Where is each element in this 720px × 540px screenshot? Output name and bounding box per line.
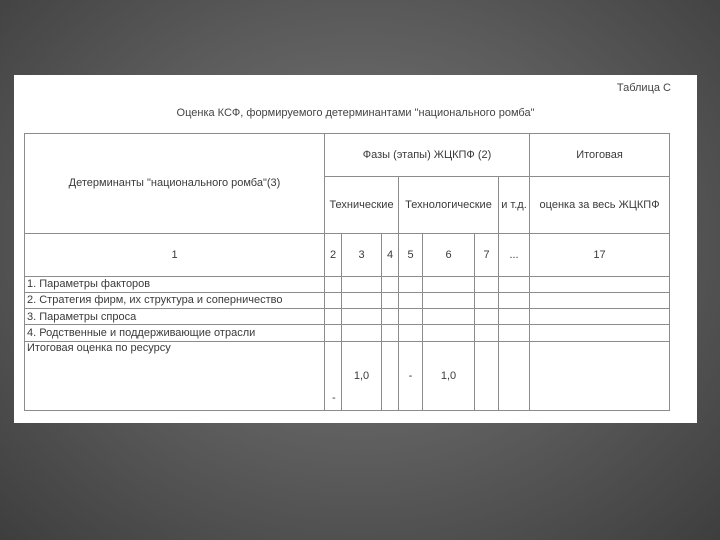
total-value: 1,0 bbox=[342, 341, 382, 410]
num-cell: 7 bbox=[475, 233, 499, 276]
num-cell: 6 bbox=[423, 233, 475, 276]
header-total-sub: оценка за весь ЖЦКПФ bbox=[530, 176, 670, 233]
header-etc: и т.д. bbox=[499, 176, 530, 233]
total-cell bbox=[325, 341, 342, 410]
table-row bbox=[25, 325, 670, 341]
total-value: - bbox=[399, 341, 423, 410]
header-row-1 bbox=[25, 134, 670, 177]
num-cell: 2 bbox=[325, 233, 342, 276]
total-row-label: Итоговая оценка по ресурсу bbox=[25, 341, 325, 410]
total-value: - bbox=[332, 392, 336, 404]
header-total: Итоговая bbox=[530, 134, 670, 177]
row-label: 2. Стратегия фирм, их структура и соперничество bbox=[25, 292, 325, 308]
num-cell: 1 bbox=[25, 233, 325, 276]
num-cell: 3 bbox=[342, 233, 382, 276]
table-row bbox=[25, 309, 670, 325]
table-caption: Таблица С bbox=[616, 82, 671, 94]
row-label: 3. Параметры спроса bbox=[25, 309, 325, 325]
num-cell: 5 bbox=[399, 233, 423, 276]
evaluation-table bbox=[24, 133, 670, 411]
table-row bbox=[25, 292, 670, 308]
slide-sheet bbox=[14, 75, 697, 423]
header-technological: Технологические bbox=[399, 176, 499, 233]
table-title: Оценка КСФ, формируемого детерминантами "национального ромба" bbox=[176, 107, 535, 119]
row-label: 4. Родственные и поддерживающие отрасли bbox=[25, 325, 325, 341]
header-technical: Технические bbox=[325, 176, 399, 233]
total-value: 1,0 bbox=[423, 341, 475, 410]
header-phases: Фазы (этапы) ЖЦКПФ (2) bbox=[325, 134, 530, 177]
num-cell: 17 bbox=[530, 233, 670, 276]
table-row bbox=[25, 276, 670, 292]
row-label: 1. Параметры факторов bbox=[25, 276, 325, 292]
total-row bbox=[25, 341, 670, 410]
header-determinants: Детерминанты "национального ромба"(3) bbox=[25, 134, 325, 234]
num-cell: 4 bbox=[382, 233, 399, 276]
num-cell: ... bbox=[499, 233, 530, 276]
number-row bbox=[25, 233, 670, 276]
